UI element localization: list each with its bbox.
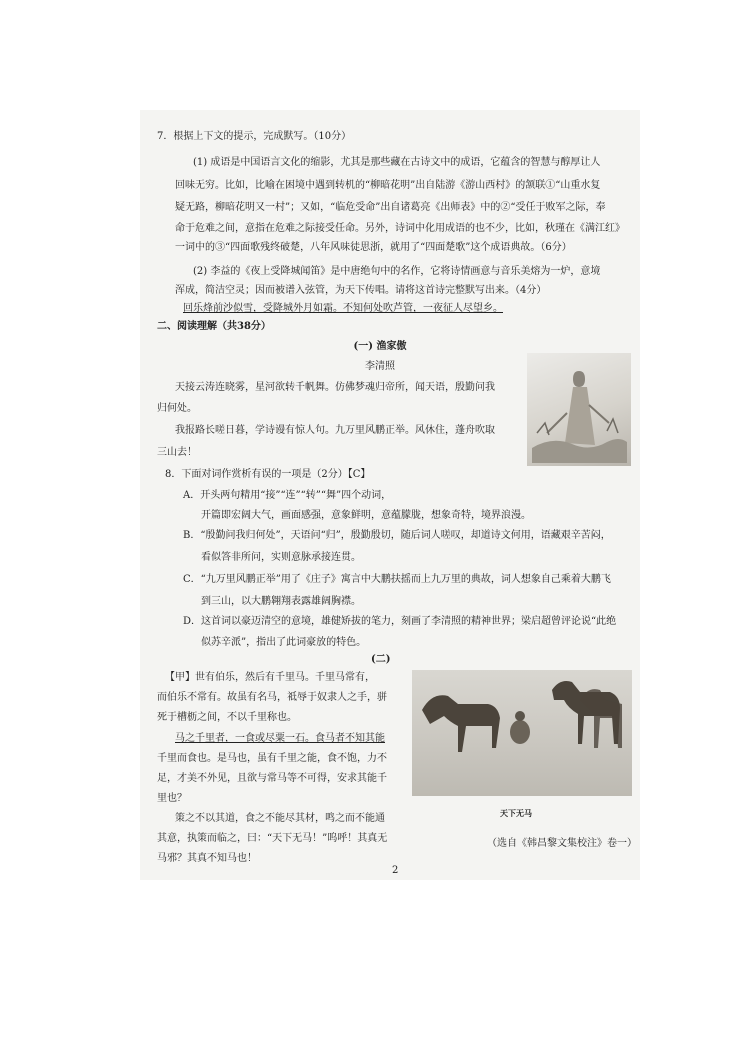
q8-option: A．开头两句精用“接”“连”“转”“舞”四个动词， bbox=[183, 490, 392, 501]
q7-p1-line: (1) 成语是中国语言文化的缩影，尤其是那些藏在古诗文中的成语，它蕴含的智慧与醇厚让人 bbox=[193, 157, 601, 168]
poem-title: (一) 渔家傲 bbox=[353, 341, 407, 352]
q8-option: B．“殷勤问我归何处”，天语问“归”，殷勤殷切，随后词人嗟叹，却道诗文何用，语藏艰辛苦闷， bbox=[183, 530, 611, 541]
q8-option: C．“九万里风鹏正举”用了《庄子》寓言中大鹏扶摇而上九万里的典故，词人想象自己乘着大鹏飞 bbox=[183, 574, 611, 585]
prose-line: 其意，执策而临之，曰：“天下无马！”呜呼！其真无 bbox=[157, 833, 388, 844]
q8-option: D．这首词以豪迈清空的意境，雄健矫拔的笔力，刻画了李清照的精神世界；梁启超曾评论说“此绝 bbox=[183, 616, 617, 627]
prose-line: 死于槽枥之间，不以千里称也。 bbox=[157, 712, 297, 723]
prose-line: 足，才美不外见，且欲与常马等不可得，安求其能千 bbox=[157, 773, 387, 784]
q7-heading: 7．根据上下文的提示，完成默写。（10分） bbox=[157, 131, 352, 142]
q7-p1-line: 回味无穷。比如，比喻在困境中遇到转机的“柳暗花明”出自陆游《游山西村》的颔联①“山重水复 bbox=[175, 180, 601, 191]
poem-line: 归何处。 bbox=[157, 403, 197, 414]
section-heading: 二、阅读理解（共38分） bbox=[157, 321, 271, 332]
poem-author: 李清照 bbox=[365, 361, 395, 372]
q8-question: 8．下面对词作赏析有误的一项是（2分）【C】 bbox=[165, 469, 371, 480]
prose-line: 而伯乐不常有。故虽有名马，祗辱于奴隶人之手，骈 bbox=[157, 692, 387, 703]
page-number: 2 bbox=[392, 865, 399, 876]
q7-p1-line: 疑无路，柳暗花明又一村”；又如，“临危受命”出自诸葛亮《出师表》中的②“受任于败军之际，奉 bbox=[175, 202, 606, 213]
prose-line: 里也？ bbox=[157, 793, 187, 804]
prose-line: 千里而食也。是马也，虽有千里之能，食不饱，力不 bbox=[157, 753, 387, 764]
q8-option: 似苏辛派”，指出了此词豪放的特色。 bbox=[201, 637, 367, 648]
prose-line: 马之千里者，一食或尽粟一石。食马者不知其能 bbox=[175, 733, 385, 744]
poet-illustration bbox=[527, 353, 631, 466]
horses-illustration bbox=[412, 670, 632, 796]
q7-p2-line: 浑成，简洁空灵；因而被谱入弦管，为天下传唱。请将这首诗完整默写出来。（4分） bbox=[175, 285, 547, 296]
q7-p1-line: 一词中的③“四面歌残终破楚，八年风味徒思浙，就用了“四面楚歌”这个成语典故。（6分） bbox=[175, 242, 572, 253]
horses-caption: 天下无马 bbox=[500, 808, 532, 818]
poem-line: 天接云涛连晓雾，星河欲转千帆舞。仿佛梦魂归帝所，闻天语，殷勤问我 bbox=[175, 382, 495, 393]
prose-line: 马邪？其真不知马也！ bbox=[157, 853, 257, 864]
prose-heading: (二) bbox=[371, 654, 391, 665]
poem-line: 我报路长嗟日暮，学诗谩有惊人句。九万里风鹏正举。风休住，蓬舟吹取 bbox=[175, 425, 495, 436]
q7-p2-line: (2) 李益的《夜上受降城闻笛》是中唐绝句中的名作，它将诗情画意与音乐美熔为一炉，意境 bbox=[193, 266, 601, 277]
horses-drawing bbox=[412, 670, 632, 796]
prose-line: 策之不以其道，食之不能尽其材，鸣之而不能通 bbox=[175, 813, 385, 824]
q8-option: 开篇即宏阔大气，画面感强，意象鲜明，意蕴朦胧，想象奇特，境界浪漫。 bbox=[201, 510, 531, 521]
q8-option: 看似答非所问，实则意脉承接连贯。 bbox=[201, 552, 361, 563]
prose-line: 【甲】世有伯乐，然后有千里马。千里马常有， bbox=[165, 672, 375, 683]
source-citation: （选自《韩昌黎文集校注》卷一） bbox=[487, 838, 637, 849]
q8-option: 到三山，以大鹏翱翔表露雄阔胸襟。 bbox=[201, 596, 361, 607]
q7-answer-poem: 回乐烽前沙似雪，受降城外月如霜。不知何处吹芦管，一夜征人尽望乡。 bbox=[183, 303, 503, 314]
q7-p1-line: 命于危难之间，意指在危难之际接受任命。另外，诗词中化用成语的也不少，比如，秋瑾在《满江红》 bbox=[175, 223, 625, 234]
poem-line: 三山去！ bbox=[157, 447, 197, 458]
poet-figure-drawing bbox=[527, 353, 631, 466]
